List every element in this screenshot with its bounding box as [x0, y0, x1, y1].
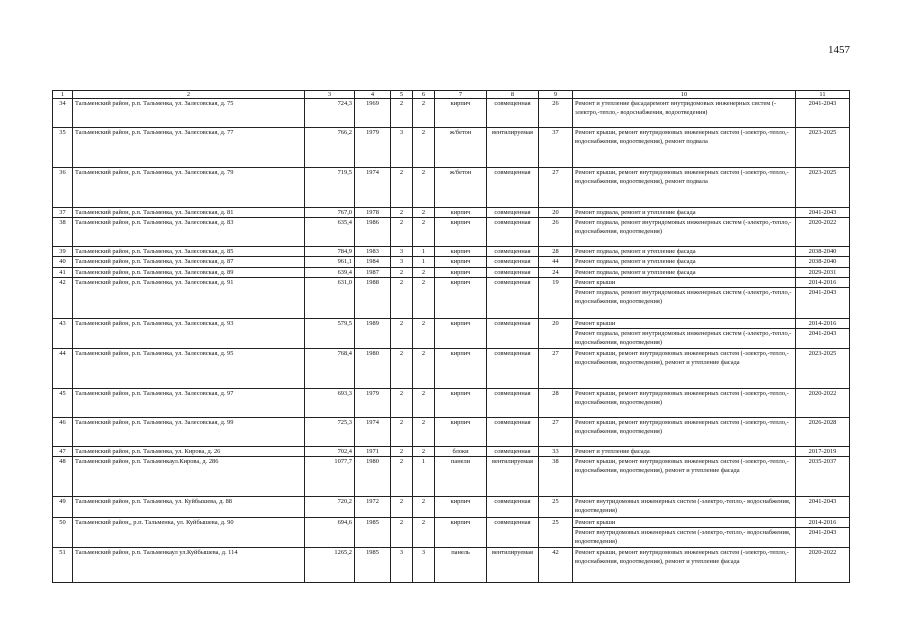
roof-type-cell: совмещенная	[487, 497, 539, 518]
entrances-cell: 2	[413, 218, 435, 247]
repair-period-item: 2041-2043	[808, 100, 837, 107]
table-row	[53, 388, 850, 417]
repair-work-item: Ремонт крыши	[575, 278, 616, 286]
repair-period-cell	[796, 457, 850, 497]
material-cell: кирпич	[435, 99, 487, 128]
year-cell: 1979	[355, 128, 391, 168]
entrances-cell: 2	[413, 168, 435, 208]
repair-work-item: Ремонт крыши, ремонт внутридомовых инженерных систем (-электро,-тепло,- водоснабжения, водоотведения), ремонт и утепление фасада	[575, 458, 789, 475]
repair-period-item: 2041-2043	[796, 287, 849, 318]
row-number: 44	[53, 348, 73, 388]
repair-works-cell	[573, 518, 796, 548]
material-cell: панель	[435, 548, 487, 583]
address-cell: Тальменский район, р.п. Тальменка, ул. Залесовская, д. 81	[73, 208, 305, 218]
material-cell: кирпич	[435, 247, 487, 257]
entrances-cell: 2	[413, 348, 435, 388]
year-cell: 1971	[355, 446, 391, 456]
year-cell: 1972	[355, 497, 391, 518]
row-number: 40	[53, 257, 73, 267]
repair-work-item: Ремонт крыши	[575, 519, 616, 527]
repair-period-cell	[796, 168, 850, 208]
repair-works-cell	[573, 457, 796, 497]
repair-work-item: Ремонт подвала, ремонт и утепление фасада	[575, 268, 696, 276]
floors-cell: 2	[391, 497, 413, 518]
repair-period-item: 2014-2016	[808, 278, 837, 286]
column-header: 7	[435, 91, 487, 99]
apartments-cell: 26	[539, 99, 573, 128]
address-cell: Тальменский район, р.п. Тальменка, ул. Куйбышева, д. 88	[73, 497, 305, 518]
column-header: 1	[53, 91, 73, 99]
table-row	[53, 318, 850, 348]
year-cell: 1984	[355, 257, 391, 267]
address-cell: Тальменский район, р.п. Тальменка, ул. Залесовская, д. 95	[73, 348, 305, 388]
year-cell: 1979	[355, 388, 391, 417]
entrances-cell: 2	[413, 497, 435, 518]
address-cell: Тальменский район, р.п. Тальменка, ул. Залесовская, д. 91	[73, 277, 305, 318]
table-header-row	[53, 91, 850, 99]
repair-period-item: 2014-2016	[808, 519, 837, 527]
repair-period-cell	[796, 497, 850, 518]
table-row	[53, 257, 850, 267]
floors-cell: 2	[391, 218, 413, 247]
roof-type-cell: вентилируемая	[487, 457, 539, 497]
entrances-cell: 2	[413, 388, 435, 417]
table-row	[53, 247, 850, 257]
repair-period-item: 2038-2040	[808, 248, 837, 256]
material-cell: кирпич	[435, 277, 487, 318]
repair-works-cell	[573, 497, 796, 518]
repair-works-cell	[573, 548, 796, 583]
repair-work-item: Ремонт крыши	[575, 319, 616, 327]
material-cell: ж/бетон	[435, 128, 487, 168]
roof-type-cell: совмещенная	[487, 518, 539, 548]
year-cell: 1983	[355, 247, 391, 257]
repair-works-cell	[573, 267, 796, 277]
repair-work-item: Ремонт подвала, ремонт внутридомовых инженерных систем (-электро,-тепло,- водоснабжения, водоотведения)	[573, 328, 795, 348]
repair-work-item: Ремонт крыши, ремонт внутридомовых инженерных систем (-электро,-тепло,- водоснабжения, водоотведения), ремонт подвала	[575, 169, 789, 186]
year-cell: 1974	[355, 168, 391, 208]
apartments-cell: 20	[539, 318, 573, 348]
address-cell: Тальменский район, р.п. Тальменкаул.Кирова, д. 286	[73, 457, 305, 497]
roof-type-cell: совмещенная	[487, 267, 539, 277]
year-cell: 1978	[355, 208, 391, 218]
repair-work-item: Ремонт подвала, ремонт и утепление фасада	[575, 248, 696, 256]
address-cell: Тальменский район, р.п. Тальменка, ул. Залесовская, д. 93	[73, 318, 305, 348]
apartments-cell: 27	[539, 417, 573, 446]
address-cell: Тальменский район, р.п. Тальменка, ул. Залесовская, д. 75	[73, 99, 305, 128]
floors-cell: 2	[391, 277, 413, 318]
repair-works-cell	[573, 99, 796, 128]
apartments-cell: 19	[539, 277, 573, 318]
repair-period-cell	[796, 99, 850, 128]
material-cell: кирпич	[435, 388, 487, 417]
column-header: 2	[73, 91, 305, 99]
roof-type-cell: совмещенная	[487, 208, 539, 218]
apartments-cell: 37	[539, 128, 573, 168]
material-cell: кирпич	[435, 267, 487, 277]
column-header: 5	[391, 91, 413, 99]
roof-type-cell: совмещенная	[487, 417, 539, 446]
repair-work-item: Ремонт подвала, ремонт внутридомовых инженерных систем (-электро,-тепло,- водоснабжения, водоотведения)	[575, 219, 792, 236]
table-row	[53, 548, 850, 583]
area-cell: 1265,2	[305, 548, 355, 583]
row-number: 47	[53, 446, 73, 456]
table-row	[53, 168, 850, 208]
area-cell: 725,3	[305, 417, 355, 446]
year-cell: 1985	[355, 548, 391, 583]
repair-work-item: Ремонт крыши, ремонт внутридомовых инженерных систем (-электро,-тепло,- водоснабжения, водоотведения), ремонт подвала	[575, 129, 789, 146]
entrances-cell: 2	[413, 318, 435, 348]
floors-cell: 2	[391, 348, 413, 388]
floors-cell: 2	[391, 446, 413, 456]
area-cell: 702,4	[305, 446, 355, 456]
repair-works-cell	[573, 417, 796, 446]
repair-period-item: 2041-2043	[796, 328, 849, 348]
repair-works-cell	[573, 388, 796, 417]
material-cell: кирпич	[435, 497, 487, 518]
area-cell: 635,4	[305, 218, 355, 247]
floors-cell: 2	[391, 457, 413, 497]
repair-period-item: 2017-2019	[808, 447, 837, 455]
table-row	[53, 99, 850, 128]
year-cell: 1988	[355, 277, 391, 318]
floors-cell: 2	[391, 417, 413, 446]
repair-period-cell	[796, 318, 850, 348]
year-cell: 1989	[355, 318, 391, 348]
roof-type-cell: совмещенная	[487, 99, 539, 128]
repair-period-item: 2035-2037	[808, 458, 837, 466]
row-number: 45	[53, 388, 73, 417]
entrances-cell: 1	[413, 257, 435, 267]
apartments-cell: 38	[539, 457, 573, 497]
address-cell: Тальменский район, р.п. Тальменка, ул. Залесовская, д. 79	[73, 168, 305, 208]
row-number: 34	[53, 99, 73, 128]
entrances-cell: 2	[413, 518, 435, 548]
repair-period-cell	[796, 208, 850, 218]
floors-cell: 3	[391, 257, 413, 267]
repair-period-item: 2041-2043	[808, 209, 837, 216]
entrances-cell: 1	[413, 247, 435, 257]
area-cell: 720,2	[305, 497, 355, 518]
repair-work-item: Ремонт подвала, ремонт внутридомовых инженерных систем (-электро,-тепло,- водоснабжения, водоотведения)	[573, 287, 795, 318]
repair-work-item: Ремонт крыши, ремонт внутридомовых инженерных систем (-электро,-тепло,- водоснабжения, водоотведения)	[575, 418, 789, 436]
repair-period-cell	[796, 218, 850, 247]
floors-cell: 2	[391, 168, 413, 208]
repair-period-item: 2041-2043	[796, 527, 849, 547]
repair-works-cell	[573, 257, 796, 267]
repair-period-cell	[796, 446, 850, 456]
area-cell: 766,2	[305, 128, 355, 168]
address-cell: Тальменский район, р.п. Тальменка, ул. Залесовская, д. 77	[73, 128, 305, 168]
material-cell: кирпич	[435, 257, 487, 267]
roof-type-cell: совмещенная	[487, 247, 539, 257]
address-cell: Тальменский район, р.п. Тальменкаул ул.Куйбышева, д. 114	[73, 548, 305, 583]
year-cell: 1969	[355, 99, 391, 128]
material-cell: блоки	[435, 446, 487, 456]
table-row	[53, 417, 850, 446]
material-cell: панели	[435, 457, 487, 497]
area-cell: 768,4	[305, 348, 355, 388]
column-header: 3	[305, 91, 355, 99]
repair-work-item: Ремонт внутридомовых инженерных систем (-электро,-тепло,- водоснабжения, водоотведения)	[573, 527, 795, 547]
column-header: 9	[539, 91, 573, 99]
floors-cell: 2	[391, 99, 413, 128]
roof-type-cell: совмещенная	[487, 257, 539, 267]
table-row	[53, 218, 850, 247]
area-cell: 579,5	[305, 318, 355, 348]
column-header: 6	[413, 91, 435, 99]
row-number: 48	[53, 457, 73, 497]
repair-works-cell	[573, 128, 796, 168]
repair-period-cell	[796, 257, 850, 267]
floors-cell: 3	[391, 128, 413, 168]
floors-cell: 2	[391, 518, 413, 548]
entrances-cell: 3	[413, 548, 435, 583]
repair-period-item: 2023-2025	[808, 129, 837, 136]
year-cell: 1986	[355, 218, 391, 247]
repair-period-cell	[796, 518, 850, 548]
roof-type-cell: вентилируемая	[487, 128, 539, 168]
repair-period-item: 2026-2028	[808, 418, 837, 426]
repair-period-cell	[796, 388, 850, 417]
apartments-cell: 27	[539, 348, 573, 388]
repair-works-cell	[573, 348, 796, 388]
year-cell: 1974	[355, 417, 391, 446]
repair-work-item: Ремонт крыши, ремонт внутридомовых инженерных систем (-электро,-тепло,- водоснабжения, водоотведения), ремонт и утепление фасада	[575, 349, 789, 367]
material-cell: кирпич	[435, 417, 487, 446]
column-header: 8	[487, 91, 539, 99]
repair-period-item: 2041-2043	[808, 498, 837, 506]
table-row	[53, 348, 850, 388]
entrances-cell: 2	[413, 208, 435, 218]
entrances-cell: 2	[413, 267, 435, 277]
housing-repair-table	[52, 90, 850, 583]
apartments-cell: 28	[539, 247, 573, 257]
roof-type-cell: совмещенная	[487, 318, 539, 348]
apartments-cell: 25	[539, 497, 573, 518]
repair-work-item: Ремонт и утепление фасада	[575, 447, 650, 455]
apartments-cell: 26	[539, 218, 573, 247]
entrances-cell: 2	[413, 277, 435, 318]
area-cell: 767,0	[305, 208, 355, 218]
repair-works-cell	[573, 318, 796, 348]
table-row	[53, 457, 850, 497]
repair-work-item: Ремонт подвала, ремонт и утепление фасада	[575, 209, 696, 216]
repair-period-item: 2023-2025	[808, 349, 837, 357]
year-cell: 1980	[355, 348, 391, 388]
repair-period-cell	[796, 267, 850, 277]
roof-type-cell: совмещенная	[487, 388, 539, 417]
area-cell: 784,9	[305, 247, 355, 257]
material-cell: кирпич	[435, 348, 487, 388]
column-header: 11	[796, 91, 850, 99]
repair-works-cell	[573, 277, 796, 318]
roof-type-cell: совмещенная	[487, 446, 539, 456]
area-cell: 724,3	[305, 99, 355, 128]
address-cell: Тальменский район,, р.п. Тальменка, ул. Куйбышева, д. 90	[73, 518, 305, 548]
material-cell: кирпич	[435, 218, 487, 247]
row-number: 46	[53, 417, 73, 446]
repair-period-item: 2020-2022	[808, 219, 837, 227]
column-header: 10	[573, 91, 796, 99]
table-row	[53, 497, 850, 518]
apartments-cell: 44	[539, 257, 573, 267]
address-cell: Тальменский район, р.п. Тальменка, ул. Кирова, д. 26	[73, 446, 305, 456]
repair-period-cell	[796, 417, 850, 446]
roof-type-cell: совмещенная	[487, 168, 539, 208]
row-number: 37	[53, 208, 73, 218]
repair-period-item: 2029-2031	[808, 268, 837, 276]
roof-type-cell: совмещенная	[487, 348, 539, 388]
apartments-cell: 42	[539, 548, 573, 583]
year-cell: 1987	[355, 267, 391, 277]
year-cell: 1980	[355, 457, 391, 497]
material-cell: ж/бетон	[435, 168, 487, 208]
repair-period-item: 2020-2022	[808, 389, 837, 397]
apartments-cell: 20	[539, 208, 573, 218]
repair-period-item: 2038-2040	[808, 258, 837, 266]
entrances-cell: 2	[413, 99, 435, 128]
repair-works-cell	[573, 168, 796, 208]
roof-type-cell: вентилируемая	[487, 548, 539, 583]
repair-period-cell	[796, 277, 850, 318]
material-cell: кирпич	[435, 518, 487, 548]
area-cell: 961,1	[305, 257, 355, 267]
page-number: 1457	[828, 44, 850, 56]
floors-cell: 3	[391, 247, 413, 257]
row-number: 35	[53, 128, 73, 168]
table-row	[53, 277, 850, 318]
repair-work-item: Ремонт крыши, ремонт внутридомовых инженерных систем (-электро,-тепло,- водоснабжения, водоотведения)	[575, 389, 789, 407]
floors-cell: 2	[391, 318, 413, 348]
repair-period-item: 2020-2022	[808, 549, 837, 557]
apartments-cell: 33	[539, 446, 573, 456]
area-cell: 693,3	[305, 388, 355, 417]
repair-period-item: 2023-2025	[808, 169, 837, 176]
row-number: 36	[53, 168, 73, 208]
address-cell: Тальменский район, р.п. Тальменка, ул. Залесовская, д. 89	[73, 267, 305, 277]
repair-period-cell	[796, 548, 850, 583]
repair-period-cell	[796, 128, 850, 168]
repair-works-cell	[573, 247, 796, 257]
repair-works-cell	[573, 446, 796, 456]
roof-type-cell: совмещенная	[487, 218, 539, 247]
row-number: 38	[53, 218, 73, 247]
apartments-cell: 24	[539, 267, 573, 277]
row-number: 41	[53, 267, 73, 277]
material-cell: кирпич	[435, 318, 487, 348]
repair-works-cell	[573, 208, 796, 218]
roof-type-cell: совмещенная	[487, 277, 539, 318]
floors-cell: 2	[391, 388, 413, 417]
address-cell: Тальменский район, р.п. Тальменка, ул. Залесовская, д. 99	[73, 417, 305, 446]
area-cell: 719,5	[305, 168, 355, 208]
area-cell: 631,0	[305, 277, 355, 318]
row-number: 49	[53, 497, 73, 518]
floors-cell: 3	[391, 548, 413, 583]
address-cell: Тальменский район, р.п. Тальменка, ул. Залесовская, д. 87	[73, 257, 305, 267]
row-number: 51	[53, 548, 73, 583]
address-cell: Тальменский район, р.п. Тальменка, ул. Залесовская, д. 85	[73, 247, 305, 257]
apartments-cell: 25	[539, 518, 573, 548]
entrances-cell: 2	[413, 128, 435, 168]
table-row	[53, 267, 850, 277]
material-cell: кирпич	[435, 208, 487, 218]
repair-work-item: Ремонт внутридомовых инженерных систем (-электро,-тепло,- водоснабжения, водоотведения)	[575, 498, 791, 515]
row-number: 43	[53, 318, 73, 348]
apartments-cell: 28	[539, 388, 573, 417]
apartments-cell: 27	[539, 168, 573, 208]
row-number: 50	[53, 518, 73, 548]
row-number: 39	[53, 247, 73, 257]
repair-period-cell	[796, 247, 850, 257]
floors-cell: 2	[391, 267, 413, 277]
floors-cell: 2	[391, 208, 413, 218]
table-row	[53, 128, 850, 168]
repair-period-item: 2014-2016	[808, 319, 837, 327]
column-header: 4	[355, 91, 391, 99]
area-cell: 1077,7	[305, 457, 355, 497]
entrances-cell: 2	[413, 417, 435, 446]
row-number: 42	[53, 277, 73, 318]
entrances-cell: 1	[413, 457, 435, 497]
entrances-cell: 2	[413, 446, 435, 456]
address-cell: Тальменский район, р.п. Тальменка, ул. Залесовская, д. 97	[73, 388, 305, 417]
table-row	[53, 208, 850, 218]
repair-work-item: Ремонт подвала, ремонт и утепление фасада	[575, 258, 696, 266]
table-row	[53, 518, 850, 548]
year-cell: 1985	[355, 518, 391, 548]
address-cell: Тальменский район, р.п. Тальменка, ул. Залесовская, д. 83	[73, 218, 305, 247]
area-cell: 639,4	[305, 267, 355, 277]
table-row	[53, 446, 850, 456]
repair-work-item: Ремонт крыши, ремонт внутридомовых инженерных систем (-электро,-тепло,- водоснабжения, водоотведения), ремонт и утепление фасада	[575, 549, 789, 566]
repair-period-cell	[796, 348, 850, 388]
area-cell: 694,6	[305, 518, 355, 548]
repair-works-cell	[573, 218, 796, 247]
repair-work-item: Ремонт и утепление фасадаремонт внутридомовых инженерных систем (-электро,-тепло,- водоснабжения, водоотведения)	[575, 100, 777, 117]
